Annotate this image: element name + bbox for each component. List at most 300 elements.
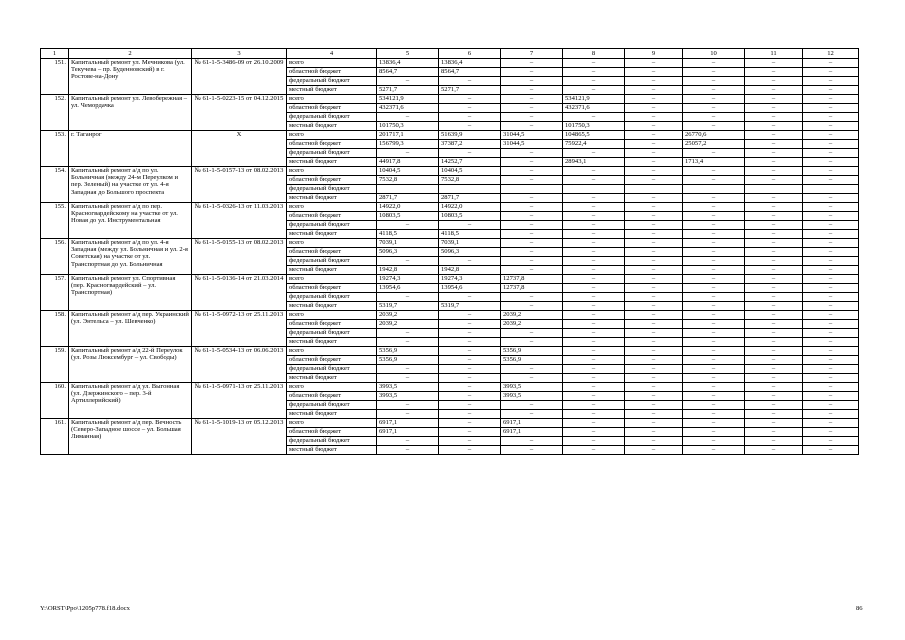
value-cell: – [803,230,859,239]
value-cell: – [377,149,439,158]
value-cell: – [501,203,563,212]
table-row [41,347,859,356]
funding-source: местный бюджет [287,158,377,167]
value-cell: – [377,293,439,302]
value-cell: – [745,176,803,185]
funding-source: областной бюджет [287,320,377,329]
funding-source: всего [287,383,377,392]
value-cell: – [803,167,859,176]
value-cell: – [563,446,625,455]
value-cell: – [563,149,625,158]
value-cell: 19274,3 [377,275,439,284]
value-cell: – [439,356,501,365]
value-cell: – [625,446,683,455]
header-cell: 3 [192,49,287,59]
value-cell: – [803,401,859,410]
funding-source: всего [287,311,377,320]
value-cell: 10803,5 [439,212,501,221]
value-cell: – [625,284,683,293]
value-cell: – [745,113,803,122]
value-cell: – [803,365,859,374]
value-cell: – [745,365,803,374]
funding-source: областной бюджет [287,140,377,149]
funding-source: местный бюджет [287,122,377,131]
value-cell: 101750,3 [377,122,439,131]
value-cell: – [563,266,625,275]
value-cell: – [625,311,683,320]
value-cell: 12737,8 [501,284,563,293]
value-cell: – [683,338,745,347]
value-cell: – [501,365,563,374]
value-cell: – [439,410,501,419]
funding-source: федеральный бюджет [287,365,377,374]
funding-source: областной бюджет [287,356,377,365]
value-cell: – [745,257,803,266]
item-number: 158. [41,311,69,347]
value-cell: – [803,419,859,428]
value-cell: 44917,8 [377,158,439,167]
value-cell: – [439,374,501,383]
footer-page-number: 86 [856,605,863,612]
value-cell: – [745,167,803,176]
value-cell: – [439,104,501,113]
value-cell: 31044,5 [501,131,563,140]
value-cell: – [745,86,803,95]
value-cell: – [439,365,501,374]
value-cell: – [501,194,563,203]
value-cell: – [683,239,745,248]
value-cell: – [803,104,859,113]
value-cell: – [803,320,859,329]
value-cell: – [501,257,563,266]
value-cell: – [683,401,745,410]
value-cell: – [745,374,803,383]
value-cell: 7039,1 [377,239,439,248]
value-cell: – [625,158,683,167]
value-cell: – [803,293,859,302]
value-cell: – [563,275,625,284]
value-cell: – [745,419,803,428]
item-document: № 61-1-5-3486-09 от 26.10.2009 [192,59,287,95]
value-cell: – [439,149,501,158]
value-cell: – [803,392,859,401]
value-cell: 19274,3 [439,275,501,284]
item-document: № 61-1-5-0972-13 от 25.11.2013 [192,311,287,347]
value-cell: – [803,257,859,266]
value-cell: – [439,329,501,338]
value-cell: – [803,266,859,275]
value-cell: – [745,95,803,104]
value-cell: 31044,5 [501,140,563,149]
item-number: 153. [41,131,69,167]
value-cell: – [501,329,563,338]
value-cell: – [683,149,745,158]
value-cell: – [563,230,625,239]
item-document: № 61-1-5-0326-13 от 11.03.2013 [192,203,287,239]
value-cell: – [625,347,683,356]
value-cell: – [745,248,803,257]
value-cell: 5356,9 [377,356,439,365]
value-cell: – [501,68,563,77]
value-cell: – [745,284,803,293]
item-document: № 61-1-5-0157-13 от 08.02.2013 [192,167,287,203]
value-cell: – [625,329,683,338]
value-cell [377,185,439,194]
value-cell: – [377,77,439,86]
value-cell: – [803,140,859,149]
value-cell: – [439,311,501,320]
value-cell: – [683,248,745,257]
value-cell: – [803,275,859,284]
value-cell: – [563,176,625,185]
table-row [41,419,859,428]
value-cell: 13954,6 [439,284,501,293]
item-document: № 61-1-5-0136-14 от 21.03.2014 [192,275,287,311]
item-number: 154. [41,167,69,203]
value-cell: – [501,401,563,410]
value-cell: – [563,68,625,77]
value-cell: – [745,149,803,158]
value-cell: – [803,203,859,212]
header-cell: 11 [745,49,803,59]
value-cell: 156799,3 [377,140,439,149]
value-cell: – [745,383,803,392]
funding-source: областной бюджет [287,428,377,437]
value-cell: – [501,221,563,230]
value-cell: – [501,293,563,302]
value-cell: – [683,356,745,365]
value-cell: – [803,302,859,311]
funding-source: местный бюджет [287,374,377,383]
value-cell: – [683,266,745,275]
value-cell: – [625,95,683,104]
value-cell: – [377,410,439,419]
value-cell: 14922,0 [377,203,439,212]
value-cell: 5356,9 [501,356,563,365]
value-cell: – [625,437,683,446]
value-cell: – [439,419,501,428]
value-cell: – [501,338,563,347]
value-cell: – [683,392,745,401]
value-cell: – [683,383,745,392]
value-cell: 6917,1 [377,419,439,428]
item-name: Капитальный ремонт ул. Спортивная (пер. Красногвардейский – ул. Транспортная) [69,275,192,311]
value-cell: – [625,230,683,239]
value-cell: – [683,221,745,230]
value-cell: – [745,329,803,338]
value-cell: 14922,0 [439,203,501,212]
value-cell: 534121,9 [563,95,625,104]
table-row [41,275,859,284]
item-name: Капитальный ремонт а/д по пер. Красногвардейскому на участке от ул. Новая до ул. Инструментальная [69,203,192,239]
value-cell: – [377,437,439,446]
funding-source: всего [287,203,377,212]
item-number: 152. [41,95,69,131]
value-cell: 75922,4 [563,140,625,149]
value-cell: – [625,374,683,383]
value-cell: – [439,347,501,356]
value-cell: – [683,320,745,329]
value-cell: – [439,437,501,446]
header-row [41,49,859,59]
value-cell: – [745,59,803,68]
value-cell: 26770,6 [683,131,745,140]
value-cell: – [563,86,625,95]
value-cell: – [803,77,859,86]
value-cell: – [377,374,439,383]
value-cell: – [501,239,563,248]
value-cell: 2871,7 [439,194,501,203]
funding-source: областной бюджет [287,176,377,185]
value-cell: 13836,4 [377,59,439,68]
funding-source: федеральный бюджет [287,437,377,446]
value-cell: – [501,122,563,131]
value-cell: – [625,86,683,95]
value-cell: – [803,221,859,230]
value-cell: – [803,113,859,122]
funding-source: местный бюджет [287,230,377,239]
value-cell: – [563,410,625,419]
value-cell: – [683,428,745,437]
value-cell: – [625,248,683,257]
value-cell: – [563,167,625,176]
value-cell: – [803,212,859,221]
value-cell: – [501,113,563,122]
value-cell: – [683,77,745,86]
value-cell: – [625,167,683,176]
value-cell: 28943,1 [563,158,625,167]
item-number: 160. [41,383,69,419]
value-cell: 8564,7 [439,68,501,77]
value-cell: – [501,77,563,86]
value-cell: – [683,329,745,338]
value-cell: 3993,5 [377,383,439,392]
header-cell: 1 [41,49,69,59]
value-cell: – [625,77,683,86]
value-cell: – [625,212,683,221]
item-number: 161. [41,419,69,455]
header-cell: 6 [439,49,501,59]
item-name: Капитальный ремонт ул. Левобережная – ул. Чемордачка [69,95,192,131]
value-cell: – [501,167,563,176]
header-cell: 5 [377,49,439,59]
value-cell: – [439,446,501,455]
table-row [41,311,859,320]
item-document: № 61-1-5-1019-13 от 05.12.2013 [192,419,287,455]
value-cell: – [745,338,803,347]
item-name: Капитальный ремонт а/д 22-й Переулок (ул. Розы Люксембург – ул. Свободы) [69,347,192,383]
value-cell: – [563,320,625,329]
value-cell: – [745,77,803,86]
item-number: 156. [41,239,69,275]
value-cell: – [745,293,803,302]
funding-source: всего [287,347,377,356]
value-cell: – [745,104,803,113]
value-cell: 5356,9 [377,347,439,356]
value-cell: – [439,293,501,302]
value-cell: – [745,230,803,239]
value-cell: – [683,365,745,374]
funding-source: всего [287,419,377,428]
funding-source: местный бюджет [287,86,377,95]
value-cell: – [745,410,803,419]
table-row [41,59,859,68]
value-cell: – [745,239,803,248]
value-cell: 432371,6 [377,104,439,113]
value-cell: – [377,446,439,455]
value-cell: – [683,95,745,104]
value-cell: 3993,5 [501,392,563,401]
value-cell: 2039,2 [501,311,563,320]
value-cell: 3993,5 [377,392,439,401]
table-row [41,383,859,392]
value-cell: – [683,275,745,284]
value-cell [745,185,803,194]
value-cell: – [683,437,745,446]
value-cell: – [501,212,563,221]
value-cell: – [803,131,859,140]
value-cell: 5271,7 [439,86,501,95]
value-cell: – [501,95,563,104]
footer-file-path: Y:\ORST\Ppo\1205p778.f18.docx [40,605,130,612]
value-cell: – [625,320,683,329]
value-cell: – [501,437,563,446]
funding-source: федеральный бюджет [287,257,377,266]
value-cell: – [803,248,859,257]
item-name: Капитальный ремонт а/д по ул. Больничная (между 24-м Переулком и пер. Зеленый) на участке от ул. 4-я Западная до Большого проспекта [69,167,192,203]
value-cell: 6917,1 [377,428,439,437]
value-cell: – [683,176,745,185]
value-cell: 14252,7 [439,158,501,167]
value-cell: 5096,3 [439,248,501,257]
value-cell: – [803,194,859,203]
value-cell: – [439,221,501,230]
value-cell: – [501,302,563,311]
value-cell: 6917,1 [501,419,563,428]
value-cell: – [745,356,803,365]
value-cell: – [803,338,859,347]
value-cell: – [377,221,439,230]
value-cell: – [563,401,625,410]
value-cell: – [563,194,625,203]
value-cell [683,185,745,194]
value-cell: – [563,374,625,383]
value-cell: – [377,338,439,347]
value-cell: – [683,194,745,203]
value-cell: – [439,113,501,122]
value-cell: 432371,6 [563,104,625,113]
value-cell: – [683,302,745,311]
value-cell: – [501,230,563,239]
value-cell [625,185,683,194]
value-cell: 7532,8 [377,176,439,185]
value-cell: – [501,410,563,419]
value-cell: – [683,419,745,428]
value-cell: – [625,356,683,365]
value-cell: – [625,131,683,140]
value-cell: – [563,257,625,266]
value-cell: 2039,2 [501,320,563,329]
value-cell: – [745,320,803,329]
funding-source: федеральный бюджет [287,293,377,302]
value-cell: – [501,104,563,113]
value-cell: – [803,158,859,167]
value-cell: – [803,122,859,131]
value-cell: – [683,113,745,122]
value-cell: 51639,9 [439,131,501,140]
value-cell: 37387,2 [439,140,501,149]
value-cell: – [625,113,683,122]
value-cell: – [563,113,625,122]
funding-source: местный бюджет [287,338,377,347]
value-cell: 7039,1 [439,239,501,248]
header-cell: 4 [287,49,377,59]
value-cell: – [683,203,745,212]
funding-source: федеральный бюджет [287,401,377,410]
item-name: Капитальный ремонт а/д по ул. 4-я Западная (между ул. Больничная и ул. 2-я Советская) на участке от ул. Транспортная до ул. Больничная [69,239,192,275]
value-cell: – [563,383,625,392]
value-cell: – [803,446,859,455]
value-cell: 2039,2 [377,311,439,320]
funding-source: федеральный бюджет [287,149,377,158]
value-cell: – [625,410,683,419]
value-cell: – [563,293,625,302]
value-cell: – [803,149,859,158]
funding-source: федеральный бюджет [287,185,377,194]
header-cell: 8 [563,49,625,59]
funding-source: федеральный бюджет [287,221,377,230]
value-cell: 1942,8 [439,266,501,275]
item-name: Капитальный ремонт а/д пер. Вечность (Северо-Западное шоссе – ул. Большая Лиманная) [69,419,192,455]
value-cell: – [625,383,683,392]
value-cell: – [683,122,745,131]
value-cell: – [625,203,683,212]
value-cell: 2039,2 [377,320,439,329]
value-cell: – [625,239,683,248]
value-cell: – [745,302,803,311]
value-cell: – [803,176,859,185]
value-cell: – [563,329,625,338]
value-cell: – [745,140,803,149]
value-cell: – [501,266,563,275]
value-cell: – [377,401,439,410]
value-cell: – [439,122,501,131]
item-number: 155. [41,203,69,239]
value-cell: – [803,239,859,248]
funding-source: всего [287,59,377,68]
funding-source: областной бюджет [287,104,377,113]
value-cell: – [501,158,563,167]
value-cell: 5319,7 [439,302,501,311]
value-cell: – [683,59,745,68]
item-name: Капитальный ремонт а/д ул. Выгонная (ул. Дзержинского – пер. 3-й Артиллерийский) [69,383,192,419]
value-cell: – [745,401,803,410]
value-cell: – [625,401,683,410]
value-cell: – [683,212,745,221]
value-cell: – [803,437,859,446]
value-cell: 25057,2 [683,140,745,149]
value-cell: 5271,7 [377,86,439,95]
value-cell: – [563,338,625,347]
value-cell: – [683,410,745,419]
item-number: 157. [41,275,69,311]
value-cell [501,185,563,194]
value-cell: – [745,212,803,221]
item-name: Капитальный ремонт а/д пер. Украинский (ул. Энтельса – ул. Шевченко) [69,311,192,347]
value-cell: – [439,320,501,329]
funding-source: местный бюджет [287,194,377,203]
value-cell: 7532,8 [439,176,501,185]
